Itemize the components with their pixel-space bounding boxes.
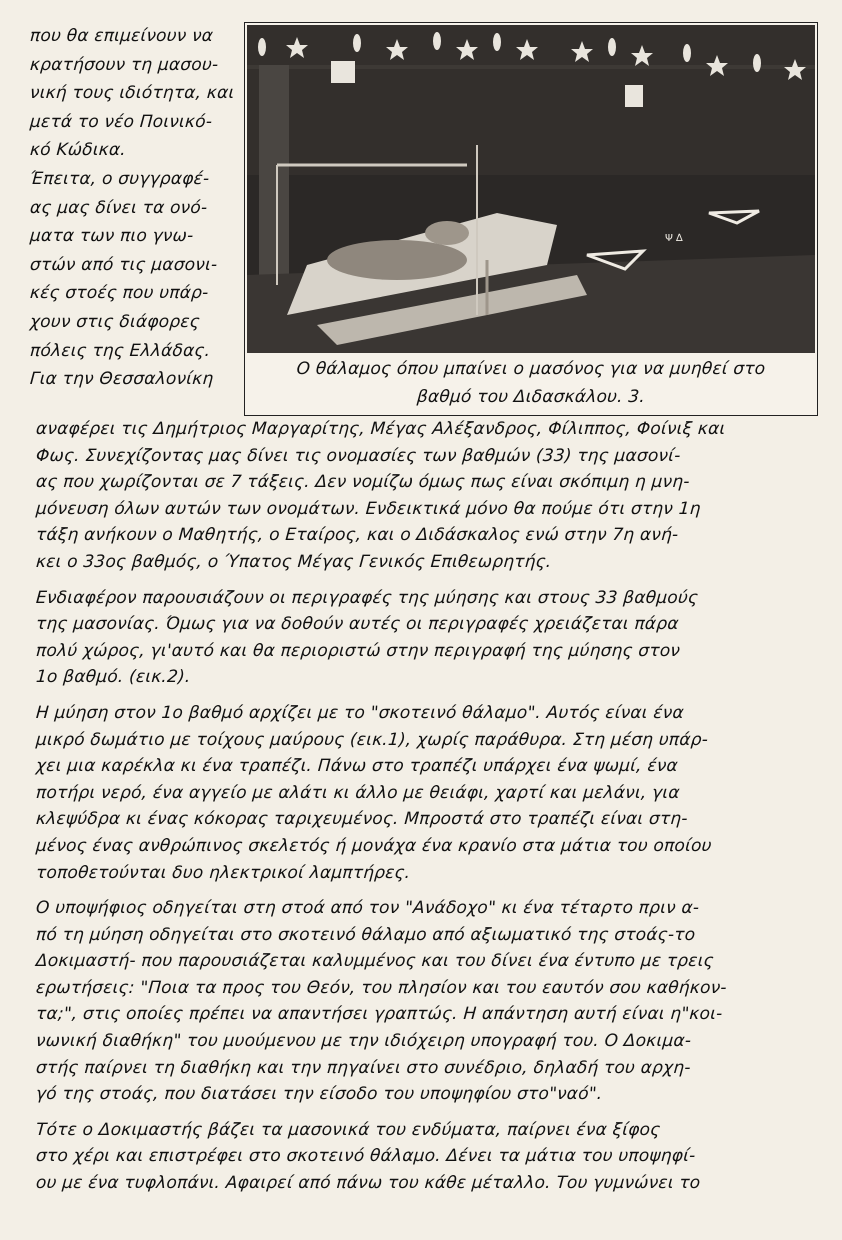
text-line: μένος ένας ανθρώπινος σκελετός ή μονάχα ένα κρανίο στα μάτια του οποίου [35, 835, 713, 856]
text-line: αναφέρει τις Δημήτριος Μαργαρίτης, Μέγας Αλέξανδρος, Φίλιππος, Φοίνιξ και [35, 419, 727, 439]
text-line: 1ο βαθμό. (εικ.2). [35, 667, 192, 688]
left-column-text [30, 22, 242, 394]
text-line: της μασονίας. Όμως για να δοθούν αυτές οι περιγραφές χρειάζεται πάρα [35, 614, 680, 635]
text-line: πό τη μύηση οδηγείται στο σκοτεινό θάλαμο από αξιωματικό της στοάς-το [35, 924, 697, 945]
figure-caption [245, 355, 817, 411]
text-line: στών από τις μασονι- [29, 254, 219, 275]
text-line: ου με ένα τυφλοπάνι. Αφαιρεί από πάνω του κάθε μέταλλο. Του γυμνώνει το [35, 1173, 702, 1194]
caption-line: Ο θάλαμος όπου μπαίνει ο μασόνος για να μυηθεί στο [295, 359, 767, 379]
text-line: Τότε ο Δοκιμαστής βάζει τα μασονικά του ενδύματα, παίρνει ένα ξίφος [35, 1119, 662, 1140]
text-line: μετά το νέο Ποινικό- [29, 111, 213, 132]
text-line: νική τους ιδιότητα, και [29, 83, 236, 104]
text-line: στο χέρι και επιστρέφει στο σκοτεινό θάλαμο. Δένει τα μάτια του υποψηφί- [35, 1146, 697, 1167]
text-line: κές στοές που υπάρ- [29, 283, 210, 304]
svg-text:Ψ ∆: Ψ ∆ [665, 233, 683, 244]
text-line: τάξη ανήκουν ο Μαθητής, ο Εταίρος, και ο Διδάσκαλος ενώ στην 7η ανή- [35, 525, 680, 546]
text-line: που θα επιμείνουν να [29, 26, 214, 46]
text-line: πόλεις της Ελλάδας. [29, 340, 212, 361]
figure-box [244, 22, 818, 416]
text-line: ματα των πιο γνω- [29, 226, 195, 247]
chamber-photo [247, 25, 815, 353]
text-line: ερωτήσεις: "Ποια τα προς του Θεόν, του πλησίον και του εαυτόν σου καθήκον- [35, 977, 728, 998]
text-line: στής παίρνει τη διαθήκη και την πηγαίνει στο συνέδριο, δηλαδή του αρχη- [35, 1057, 692, 1078]
text-line: γό της στοάς, που διατάσει την είσοδο του υποψηφίου στο"ναό". [35, 1084, 604, 1105]
text-line: κει ο 33ος βαθμός, ο Ύπατος Μέγας Γενικός Επιθεωρητής. [35, 551, 553, 572]
text-line: Για την Θεσσαλονίκη [29, 369, 215, 390]
text-line: Ο υποψήφιος οδηγείται στη στοά από τον "Ανάδοχο" κι ένα τέταρτο πριν α- [35, 898, 700, 919]
text-line: Ενδιαφέρον παρουσιάζουν οι περιγραφές της μύησης και στους 33 βαθμούς [35, 587, 699, 608]
text-line: μόνευση όλων αυτών των ονομάτων. Ενδεικτικά μόνο θα πούμε ότι στην 1η [35, 498, 702, 519]
text-line: Φως. Συνεχίζοντας μας δίνει τις ονομασίες των βαθμών (33) της μασονί- [35, 445, 682, 466]
text-line: ποτήρι νερό, ένα αγγείο με αλάτι κι άλλο με θειάφι, χαρτί και μελάνι, για [35, 782, 681, 803]
text-line: πολύ χώρος, γι'αυτό και θα περιοριστώ στην περιγραφή της μύησης στον [35, 640, 681, 661]
text-line: νωνική διαθήκη" του μυούμενου με την ιδιόχειρη υπογραφή του. Ο Δοκιμα- [35, 1031, 692, 1052]
text-line: ας μας δίνει τα ονό- [29, 197, 208, 218]
text-line: τα;", στις οποίες πρέπει να απαντήσει γραπτώς. Η απάντηση αυτή είναι η"κοι- [35, 1004, 724, 1025]
text-line: Η μύηση στον 1ο βαθμό αρχίζει με το "σκοτεινό θάλαμο". Αυτός είναι ένα [35, 702, 685, 723]
text-line: κρατήσουν τη μασου- [29, 54, 220, 75]
text-line: χουν στις διάφορες [29, 311, 201, 332]
text-line: Δοκιμαστή- που παρουσιάζεται καλυμμένος και του δίνει ένα έντυπο με τρεις [35, 951, 715, 972]
chamber-photo-illustration [247, 25, 815, 353]
text-line: τοποθετούνται δυο ηλεκτρικοί λαμπτήρες. [35, 862, 412, 883]
body-text [36, 416, 826, 1197]
text-line: κλεψύδρα κι ένας κόκορας ταριχευμένος. Μπροστά στο τραπέζι είναι στη- [35, 809, 689, 830]
text-line: κό Κώδικα. [29, 140, 127, 161]
text-line: Έπειτα, ο συγγραφέ- [29, 168, 211, 189]
text-line: μικρό δωμάτιο με τοίχους μαύρους (εικ.1), χωρίς παράθυρα. Στη μέση υπάρ- [35, 729, 709, 750]
caption-line: βαθμό του Διδασκάλου. 3. [416, 387, 646, 407]
text-line: χει μια καρέκλα κι ένα τραπέζι. Πάνω στο τραπέζι υπάρχει ένα ψωμί, ένα [35, 756, 679, 777]
text-line: ας που χωρίζονται σε 7 τάξεις. Δεν νομίζω όμως πως είναι σκόπιμη η μνη- [35, 472, 691, 493]
